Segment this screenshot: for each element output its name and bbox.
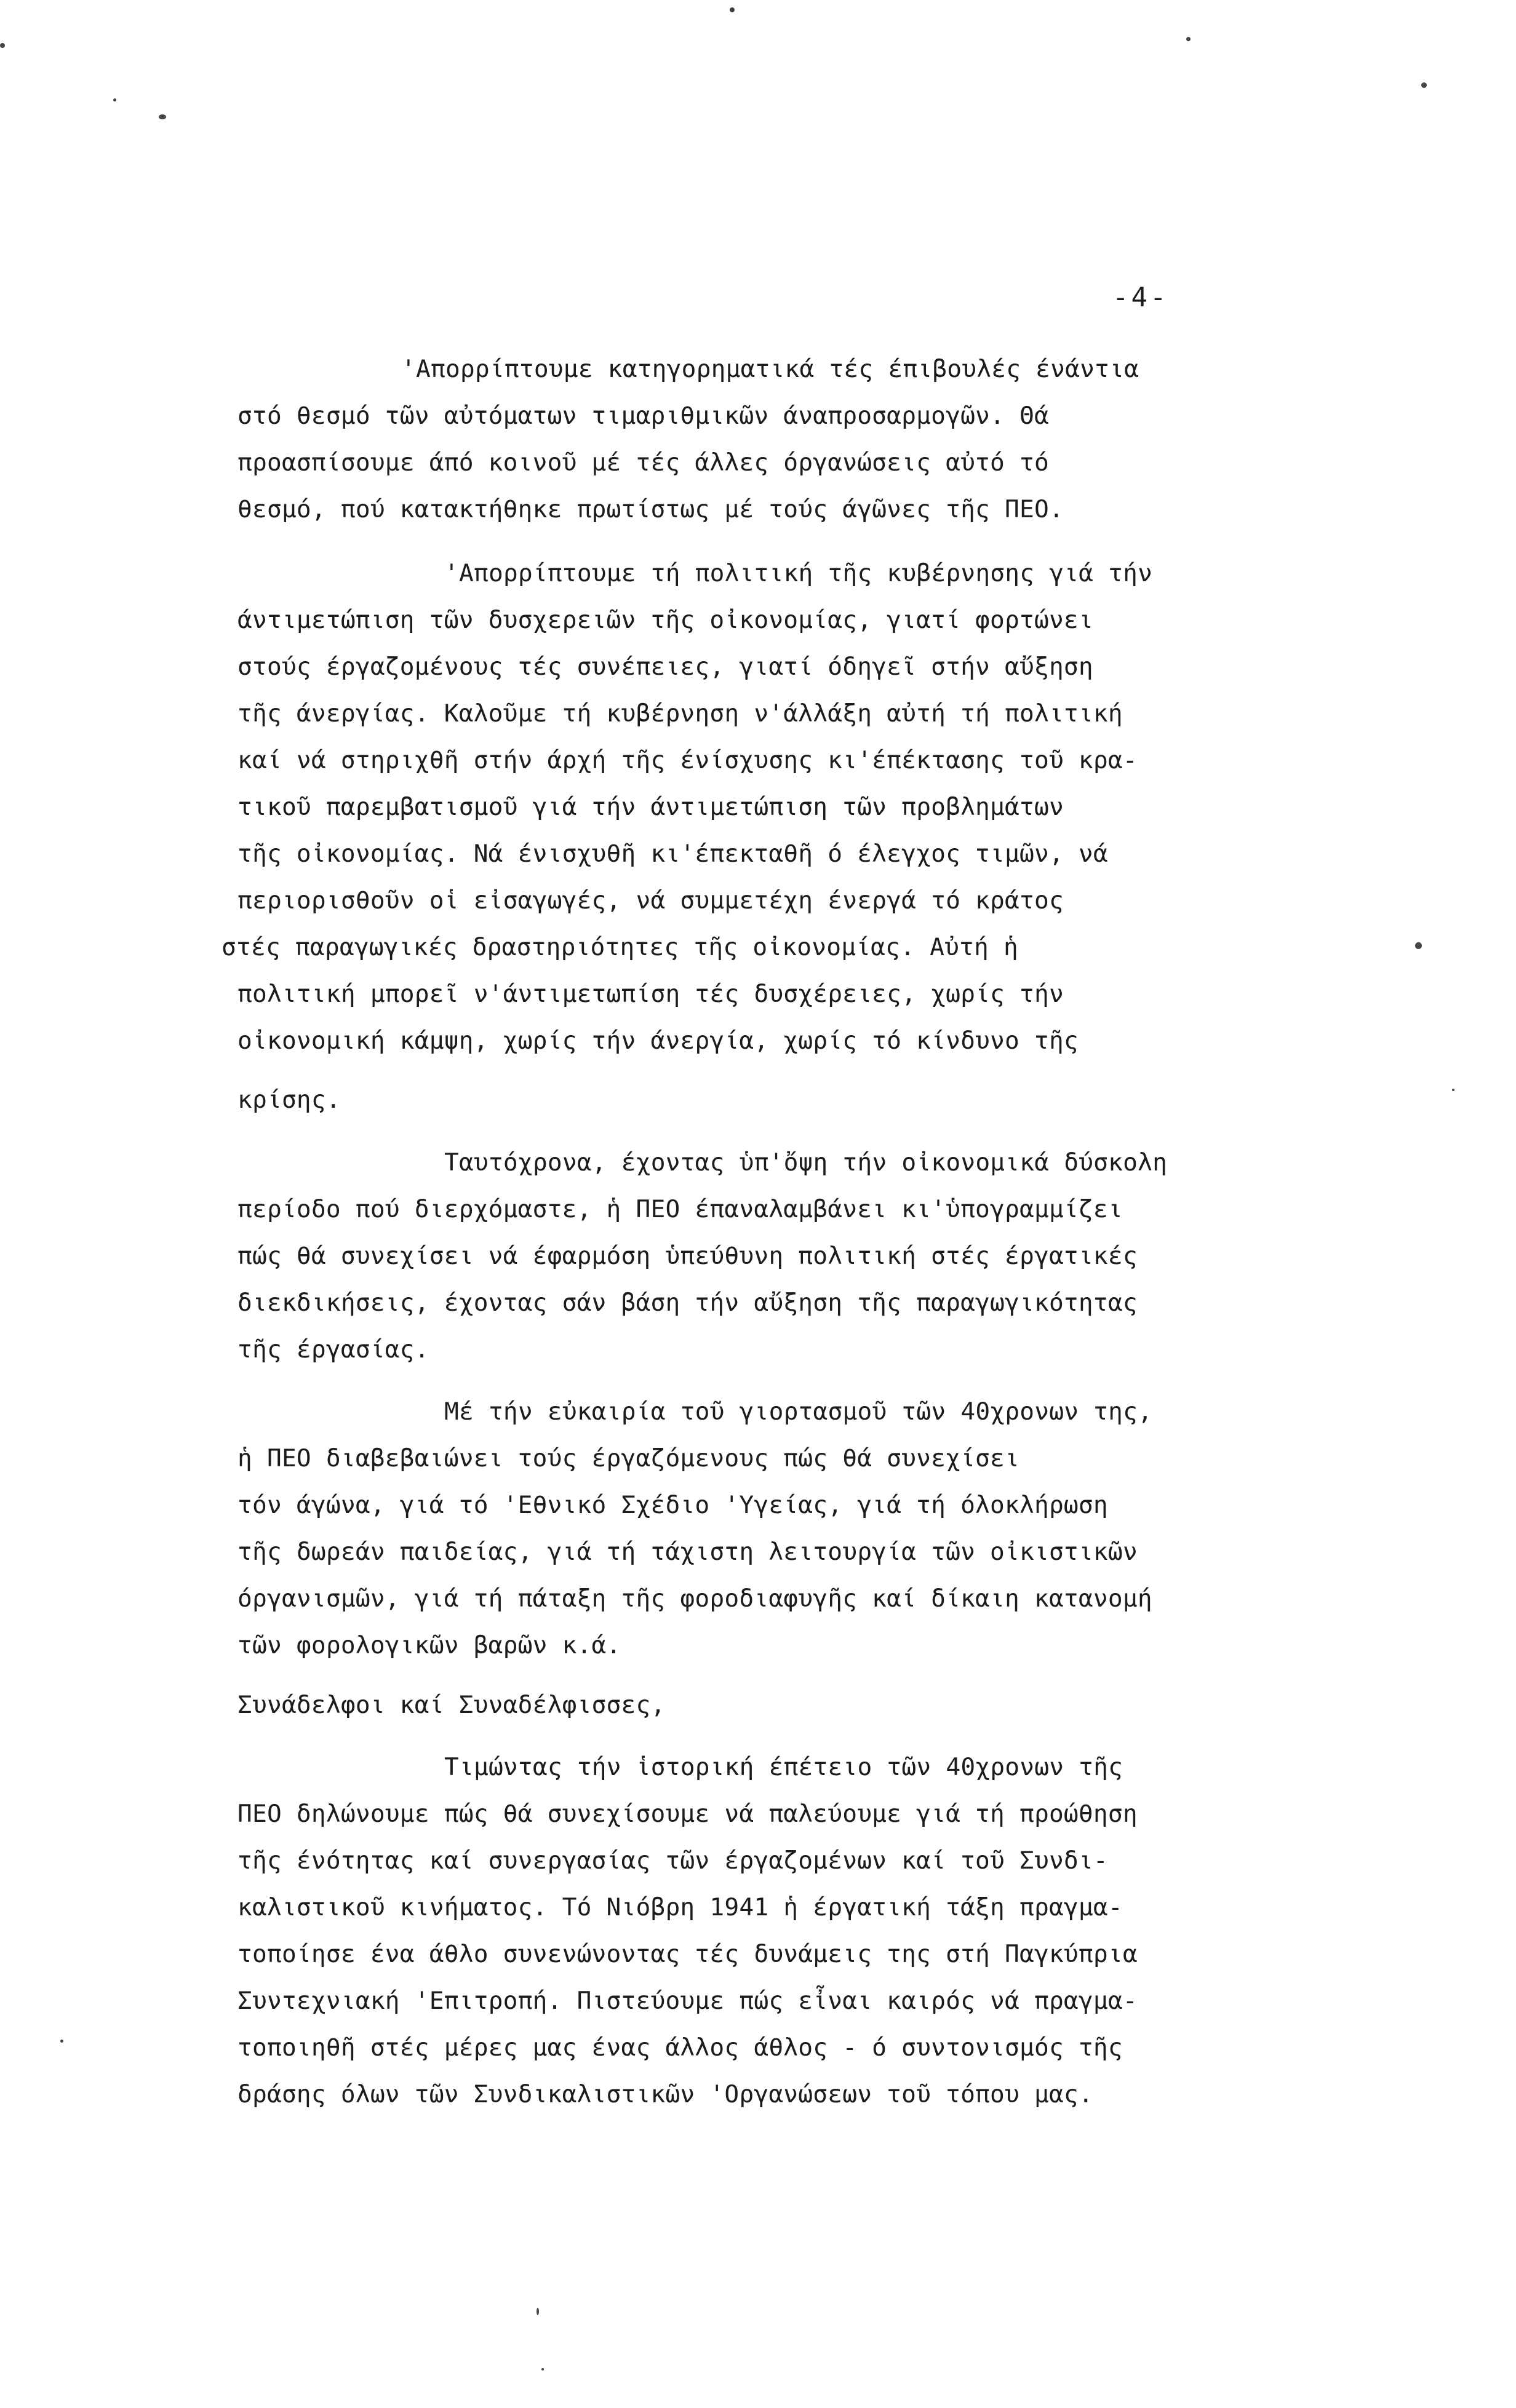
scan-speck xyxy=(0,43,5,48)
scan-speck xyxy=(730,7,735,12)
scan-speck xyxy=(1421,82,1427,88)
text-line: Συνάδελφοι καί Συναδέλφισσες, xyxy=(237,1691,666,1719)
text-line: τῶν φορολογικῶν βαρῶν κ.ά. xyxy=(237,1631,621,1659)
scan-speck xyxy=(541,2368,544,2370)
text-line: άντιμετώπιση τῶν δυσχερειῶν τῆς οἰκονομίας, γιατί φορτώνει xyxy=(237,606,1093,634)
text-line: προασπίσουμε άπό κοινοῦ μέ τές άλλες όργανώσεις αὐτό τό xyxy=(237,448,1049,477)
text-line: Συντεχνιακή 'Επιτροπή. Πιστεύουμε πώς εἶναι καιρός νά πραγμα- xyxy=(237,1987,1138,2015)
text-line: περιορισθοῦν οἱ εἰσαγωγές, νά συμμετέχη ένεργά τό κράτος xyxy=(237,886,1064,915)
text-line: στό θεσμό τῶν αὐτόματων τιμαριθμικῶν άναπροσαρμογῶν. Θά xyxy=(237,402,1049,430)
text-line: στές παραγωγικές δραστηριότητες τῆς οἰκονομίας. Αὐτή ἡ xyxy=(221,933,1018,961)
text-line: τοποιηθῆ στές μέρες μας ένας άλλος άθλος - ό συντονισμός τῆς xyxy=(237,2033,1123,2062)
scan-speck xyxy=(113,98,116,101)
scan-speck xyxy=(60,2040,63,2043)
scan-speck xyxy=(1186,37,1191,41)
scan-speck xyxy=(159,114,166,119)
text-line: τοποίησε ένα άθλο συνενώνοντας τές δυνάμεις της στή Παγκύπρια xyxy=(237,1940,1138,1968)
text-line: τῆς έργασίας. xyxy=(237,1335,429,1364)
text-line: ἡ ΠΕΟ διαβεβαιώνει τούς έργαζόμενους πώς θά συνεχίσει xyxy=(237,1444,1019,1472)
text-line: τόν άγώνα, γιά τό 'Εθνικό Σχέδιο 'Υγείας, γιά τή όλοκλήρωση xyxy=(237,1491,1108,1519)
text-line: Μέ τήν εὐκαιρία τοῦ γιορτασμοῦ τῶν 40χρονων της, xyxy=(444,1397,1153,1426)
text-line: ΠΕΟ δηλώνουμε πώς θά συνεχίσουμε νά παλεύουμε γιά τή προώθηση xyxy=(237,1800,1138,1828)
text-line: οἰκονομική κάμψη, χωρίς τήν άνεργία, χωρίς τό κίνδυνο τῆς xyxy=(237,1027,1079,1055)
text-line: 'Απορρίπτουμε κατηγορηματικά τές έπιβουλές ένάντια xyxy=(401,355,1139,383)
text-line: Τιμώντας τήν ἱστορική έπέτειο τῶν 40χρονων τῆς xyxy=(444,1753,1123,1781)
scan-speck xyxy=(537,2308,539,2315)
text-line: θεσμό, πού κατακτήθηκε πρωτίστως μέ τούς άγῶνες τῆς ΠΕΟ. xyxy=(237,495,1064,523)
text-line: δράσης όλων τῶν Συνδικαλιστικῶν 'Οργανώσεων τοῦ τόπου μας. xyxy=(237,2080,1093,2108)
text-line: Ταυτόχρονα, έχοντας ὑπ'ὄψη τήν οἰκονομικά δύσκολη xyxy=(444,1148,1168,1177)
text-line: όργανισμῶν, γιά τή πάταξη τῆς φοροδιαφυγῆς καί δίκαιη κατανομή xyxy=(237,1584,1152,1613)
page-number: -4- xyxy=(1112,282,1169,313)
text-line: τῆς δωρεάν παιδείας, γιά τή τάχιστη λειτουργία τῶν οἰκιστικῶν xyxy=(237,1538,1138,1566)
text-line: τικοῦ παρεμβατισμοῦ γιά τήν άντιμετώπιση τῶν προβλημάτων xyxy=(237,793,1064,821)
text-line: πολιτική μπορεῖ ν'άντιμετωπίση τές δυσχέρειες, χωρίς τήν xyxy=(237,980,1064,1008)
text-line: περίοδο πού διερχόμαστε, ἡ ΠΕΟ έπαναλαμβάνει κι'ὑπογραμμίζει xyxy=(237,1195,1123,1223)
text-line: τῆς οἰκονομίας. Νά ένισχυθῆ κι'έπεκταθῆ ό έλεγχος τιμῶν, νά xyxy=(237,840,1108,868)
text-line: κρίσης. xyxy=(237,1086,341,1114)
text-line: τῆς ένότητας καί συνεργασίας τῶν έργαζομένων καί τοῦ Συνδι- xyxy=(237,1846,1108,1875)
text-line: καλιστικοῦ κινήματος. Τό Νιόβρη 1941 ἡ έργατική τάξη πραγμα- xyxy=(237,1893,1123,1921)
text-line: 'Απορρίπτουμε τή πολιτική τῆς κυβέρνησης γιά τήν xyxy=(444,559,1153,587)
scan-speck xyxy=(1415,942,1422,949)
text-line: διεκδικήσεις, έχοντας σάν βάση τήν αὔξηση τῆς παραγωγικότητας xyxy=(237,1289,1138,1317)
text-line: καί νά στηριχθῆ στήν άρχή τῆς ένίσχυσης κι'έπέκτασης τοῦ κρα- xyxy=(237,746,1138,774)
scan-speck xyxy=(1452,1089,1454,1091)
text-line: πώς θά συνεχίσει νά έφαρμόση ὑπεύθυνη πολιτική στές έργατικές xyxy=(237,1242,1138,1270)
text-line: τῆς άνεργίας. Καλοῦμε τή κυβέρνηση ν'άλλάξη αὐτή τή πολιτική xyxy=(237,699,1123,728)
text-line: στούς έργαζομένους τές συνέπειες, γιατί όδηγεῖ στήν αὔξηση xyxy=(237,653,1093,681)
